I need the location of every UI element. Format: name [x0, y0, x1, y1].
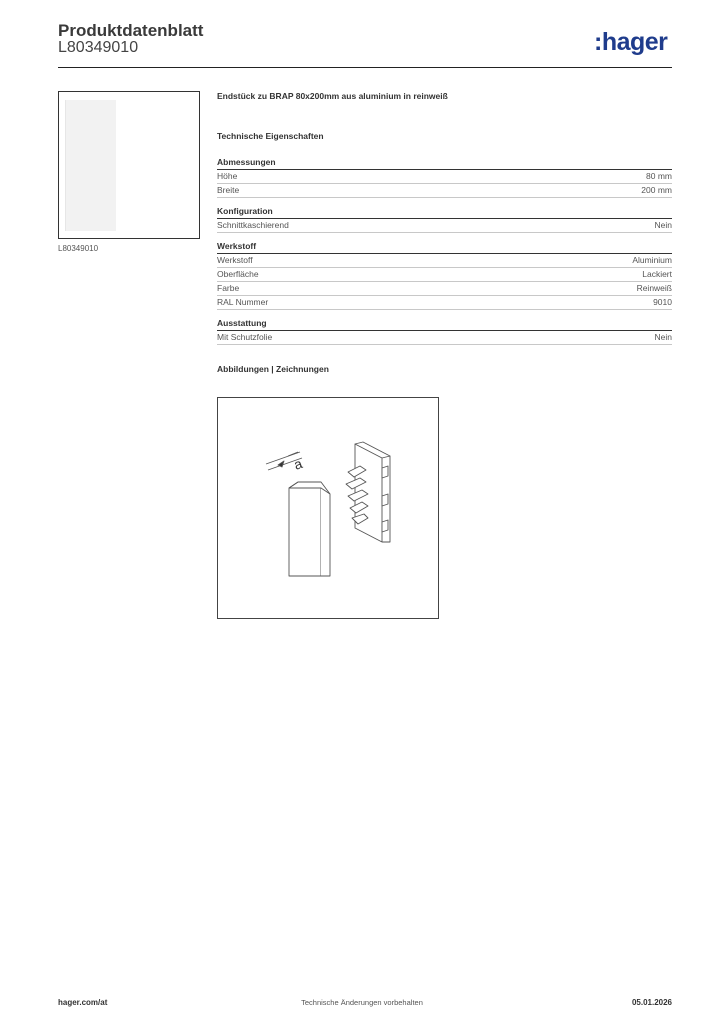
spec-value: 9010: [653, 297, 672, 307]
product-photo-caption: L80349010: [58, 244, 99, 253]
dimension-label: a: [291, 455, 305, 473]
spec-value: 200 mm: [641, 185, 672, 195]
section-title: Konfiguration: [217, 206, 672, 219]
section-title: Werkstoff: [217, 241, 672, 254]
spec-value: Aluminium: [632, 255, 672, 265]
spec-content: [217, 91, 672, 378]
spec-label: Schnittkaschierend: [217, 220, 289, 230]
technical-drawing: [217, 397, 439, 619]
section-konfiguration: [217, 206, 672, 233]
spec-row: [217, 170, 672, 184]
spec-value: Lackiert: [642, 269, 672, 279]
footer-date: 05.01.2026: [631, 998, 672, 1007]
product-photo: [58, 91, 200, 239]
spec-row: [217, 296, 672, 310]
hager-logo: [594, 28, 667, 57]
spec-row: [217, 331, 672, 345]
end-cap-drawing: [218, 398, 438, 618]
spec-label: Breite: [217, 185, 240, 195]
header-divider: [58, 67, 672, 68]
page-title: Produktdatenblatt: [58, 21, 204, 40]
section-title: Ausstattung: [217, 318, 672, 331]
spec-label: RAL Nummer: [217, 297, 269, 307]
drawings-title: Abbildungen | Zeichnungen: [217, 364, 329, 374]
spec-label: Farbe: [217, 283, 240, 293]
spec-value: 80 mm: [646, 171, 672, 181]
spec-label: Höhe: [217, 171, 238, 181]
section-title: Abmessungen: [217, 157, 672, 170]
spec-label: Oberfläche: [217, 269, 259, 279]
spec-value: Nein: [654, 220, 672, 230]
spec-value: Reinweiß: [636, 283, 672, 293]
spec-label: Werkstoff: [217, 255, 253, 265]
spec-row: [217, 268, 672, 282]
spec-label: Mit Schutzfolie: [217, 332, 273, 342]
section-abmessungen: [217, 157, 672, 198]
footer-website[interactable]: hager.com/at: [58, 998, 108, 1007]
footer-notice: Technische Änderungen vorbehalten: [301, 998, 423, 1007]
section-werkstoff: [217, 241, 672, 310]
article-number: L80349010: [58, 39, 139, 56]
section-ausstattung: [217, 318, 672, 345]
end-cap-panel-image: [65, 100, 116, 231]
spec-row: [217, 254, 672, 268]
spec-row: [217, 282, 672, 296]
spec-value: Nein: [654, 332, 672, 342]
spec-row: [217, 219, 672, 233]
logo-text: hager: [601, 28, 668, 56]
spec-row: [217, 184, 672, 198]
product-description: Endstück zu BRAP 80x200mm aus aluminium in reinweiß: [217, 91, 448, 101]
logo-colon-icon: :: [594, 28, 602, 56]
technical-properties-title: Technische Eigenschaften: [217, 131, 324, 141]
